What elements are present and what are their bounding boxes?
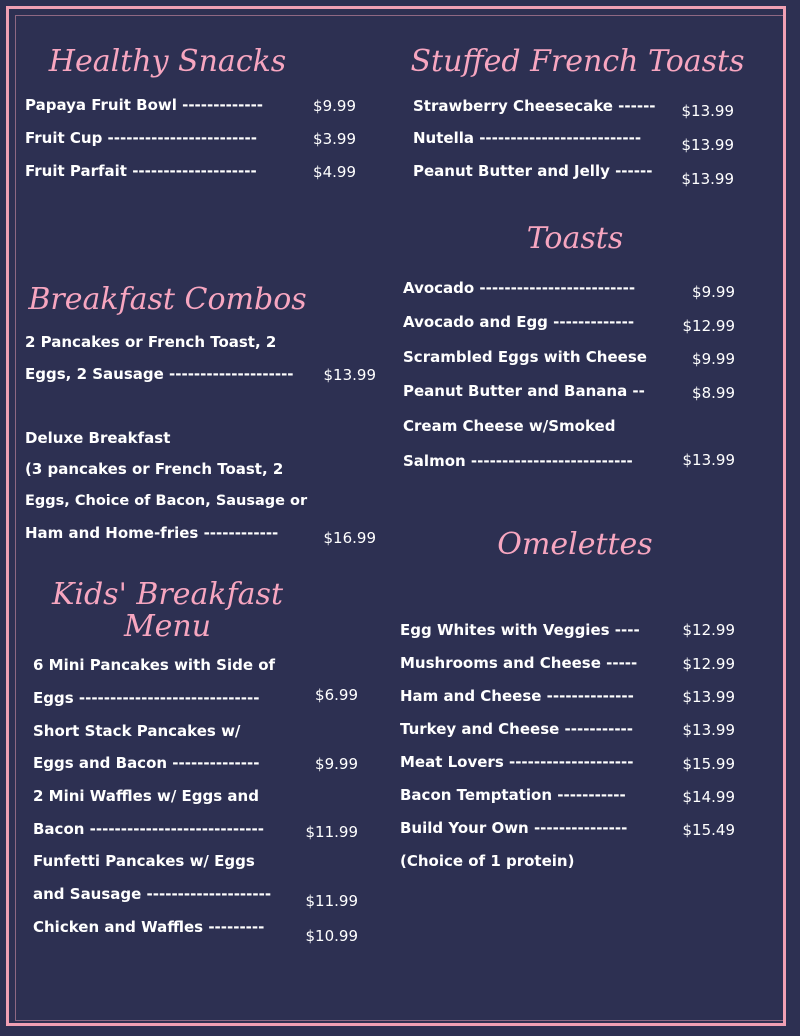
- menu-item-line: Bacon ----------------------------: [33, 820, 264, 838]
- kids-breakfast-title-line1: Kids' Breakfast: [51, 577, 284, 612]
- menu-item-line: Cream Cheese w/Smoked: [403, 417, 616, 435]
- menu-item-line: Peanut Butter and Banana --: [403, 382, 645, 400]
- menu-item-line: Turkey and Cheese -----------: [400, 720, 634, 738]
- menu-item-price: $13.99: [682, 451, 735, 469]
- menu-item-price: $12.99: [682, 621, 735, 639]
- menu-item: Papaya Fruit Bowl -------------: [25, 96, 264, 114]
- menu-item-price: $15.49: [682, 821, 735, 839]
- menu-item-line: Mushrooms and Cheese -----: [400, 654, 638, 672]
- menu-item-line: Eggs, 2 Sausage --------------------: [25, 365, 294, 383]
- menu-item-line: Avocado and Egg -------------: [403, 313, 635, 331]
- menu-item-line: 2 Mini Waffles w/ Eggs and: [33, 787, 259, 805]
- menu-item: Fruit Cup ------------------------: [25, 129, 257, 147]
- menu-item-price: $13.99: [682, 688, 735, 706]
- menu-item-line: (Choice of 1 protein): [400, 852, 575, 870]
- menu-item-price: $13.99: [681, 170, 734, 188]
- menu-item-price: $6.99: [315, 686, 358, 704]
- menu-item-price: $16.99: [323, 529, 376, 547]
- menu-item-price: $12.99: [682, 655, 735, 673]
- menu-item: Peanut Butter and Jelly ------: [413, 162, 653, 180]
- menu-item-line: Egg Whites with Veggies ----: [400, 621, 640, 639]
- menu-item-price: $13.99: [681, 136, 734, 154]
- menu-item: Nutella --------------------------: [413, 129, 642, 147]
- menu-item-price: $13.99: [682, 721, 735, 739]
- menu-item-price: $9.99: [315, 755, 358, 773]
- menu-item: Strawberry Cheesecake ------: [413, 97, 656, 115]
- menu-item-line: Scrambled Eggs with Cheese: [403, 348, 647, 366]
- menu-item-line: Deluxe Breakfast: [25, 429, 171, 447]
- menu-item-price: $4.99: [313, 163, 356, 181]
- menu-item-price: $11.99: [305, 823, 358, 841]
- stuffed-french-toasts-title: Stuffed French Toasts: [410, 44, 745, 79]
- menu-item-line: Ham and Cheese --------------: [400, 687, 634, 705]
- menu-item-price: $9.99: [313, 97, 356, 115]
- menu-item-line: 2 Pancakes or French Toast, 2: [25, 333, 277, 351]
- menu-item-line: 6 Mini Pancakes with Side of: [33, 656, 276, 674]
- menu-item-line: Build Your Own ---------------: [400, 819, 628, 837]
- menu-item-line: Short Stack Pancakes w/: [33, 722, 241, 740]
- menu-item-line: Eggs, Choice of Bacon, Sausage or: [25, 493, 308, 509]
- menu-item-line: Eggs and Bacon --------------: [33, 754, 260, 772]
- menu-item-line: Avocado -------------------------: [403, 279, 636, 297]
- menu-item-price: $3.99: [313, 130, 356, 148]
- menu-item-price: $15.99: [682, 755, 735, 773]
- menu-item-price: $8.99: [692, 384, 735, 402]
- menu-item-price: $10.99: [305, 927, 358, 945]
- kids-breakfast-title-line2: Menu: [123, 609, 212, 644]
- menu-item-price: $12.99: [682, 317, 735, 335]
- menu-item: Fruit Parfait --------------------: [25, 162, 257, 180]
- menu-item-line: Bacon Temptation -----------: [400, 786, 626, 804]
- menu-item-line: Funfetti Pancakes w/ Eggs: [33, 852, 255, 870]
- healthy-snacks-title: Healthy Snacks: [48, 44, 287, 79]
- menu-item-price: $13.99: [323, 366, 376, 384]
- menu-item-line: Eggs -----------------------------: [33, 689, 260, 707]
- menu-item-price: $9.99: [692, 350, 735, 368]
- menu-item-line: Ham and Home-fries ------------: [25, 524, 279, 542]
- menu-item-price: $11.99: [305, 892, 358, 910]
- menu-item-price: $9.99: [692, 283, 735, 301]
- breakfast-combos-title: Breakfast Combos: [28, 282, 307, 317]
- menu-item-line: Salmon --------------------------: [403, 452, 633, 470]
- toasts-title: Toasts: [526, 221, 624, 256]
- menu-item-price: $13.99: [681, 102, 734, 120]
- menu-item-line: (3 pancakes or French Toast, 2: [25, 460, 284, 478]
- menu-item-price: $14.99: [682, 788, 735, 806]
- menu-item-line: Chicken and Waffles ---------: [33, 918, 265, 936]
- omelettes-title: Omelettes: [497, 527, 653, 562]
- menu-item-line: and Sausage --------------------: [33, 885, 272, 903]
- menu-item-line: Meat Lovers --------------------: [400, 753, 634, 771]
